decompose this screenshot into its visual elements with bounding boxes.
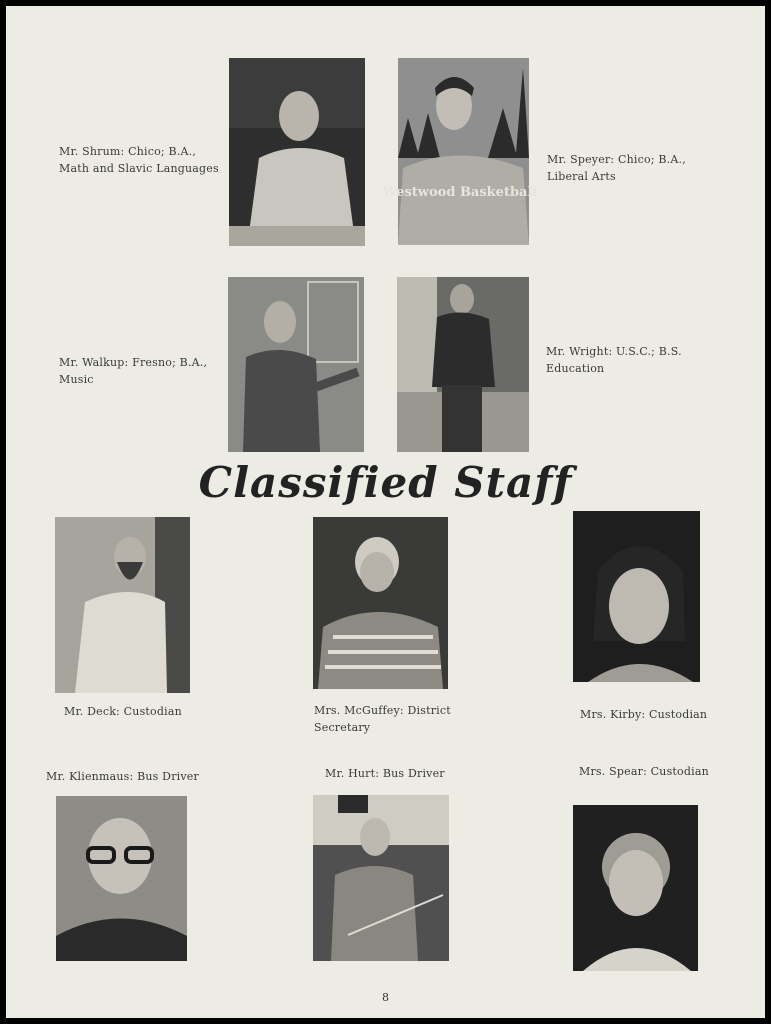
photo-klienmaus xyxy=(56,796,187,961)
caption-walkup-line1: Mr. Walkup: Fresno; B.A., xyxy=(59,356,208,369)
page-number: 8 xyxy=(382,991,389,1004)
photo-kirby xyxy=(573,511,700,682)
caption-mcguffey-line1: Mrs. McGuffey: District xyxy=(314,704,451,717)
photo-wright xyxy=(397,277,529,452)
caption-wright-line1: Mr. Wright: U.S.C.; B.S. xyxy=(546,345,682,358)
caption-mcguffey-line2: Secretary xyxy=(314,721,371,734)
caption-wright xyxy=(546,343,682,377)
shirt-text: Westwood Basketball xyxy=(382,185,538,200)
caption-walkup xyxy=(59,354,207,388)
yearbook-page xyxy=(6,6,765,1018)
caption-spear xyxy=(579,763,709,780)
photo-shrum xyxy=(229,58,365,246)
photo-deck xyxy=(55,517,190,693)
caption-klienmaus xyxy=(46,768,199,785)
caption-shrum-line2: Math and Slavic Languages xyxy=(59,162,219,175)
section-title: Classified Staff xyxy=(198,458,573,507)
caption-deck-line1: Mr. Deck: Custodian xyxy=(64,705,182,718)
caption-wright-line2: Education xyxy=(546,362,605,375)
caption-hurt xyxy=(325,765,445,782)
photo-spear xyxy=(573,805,698,971)
caption-speyer-line2: Liberal Arts xyxy=(547,170,616,183)
caption-speyer xyxy=(547,151,686,185)
caption-deck xyxy=(64,703,182,720)
caption-speyer-line1: Mr. Speyer: Chico; B.A., xyxy=(547,153,686,166)
caption-spear-line1: Mrs. Spear: Custodian xyxy=(579,765,709,778)
caption-kirby xyxy=(580,706,707,723)
photo-hurt xyxy=(313,795,449,961)
caption-shrum-line1: Mr. Shrum: Chico; B.A., xyxy=(59,145,197,158)
photo-walkup xyxy=(228,277,364,452)
caption-kirby-line1: Mrs. Kirby: Custodian xyxy=(580,708,708,721)
caption-mcguffey xyxy=(314,702,451,736)
photo-mcguffey xyxy=(313,517,448,689)
photo-speyer xyxy=(382,58,538,245)
caption-walkup-line2: Music xyxy=(59,373,94,386)
caption-shrum xyxy=(59,143,219,177)
caption-hurt-line1: Mr. Hurt: Bus Driver xyxy=(325,767,445,780)
caption-klienmaus-line1: Mr. Klienmaus: Bus Driver xyxy=(46,770,199,783)
